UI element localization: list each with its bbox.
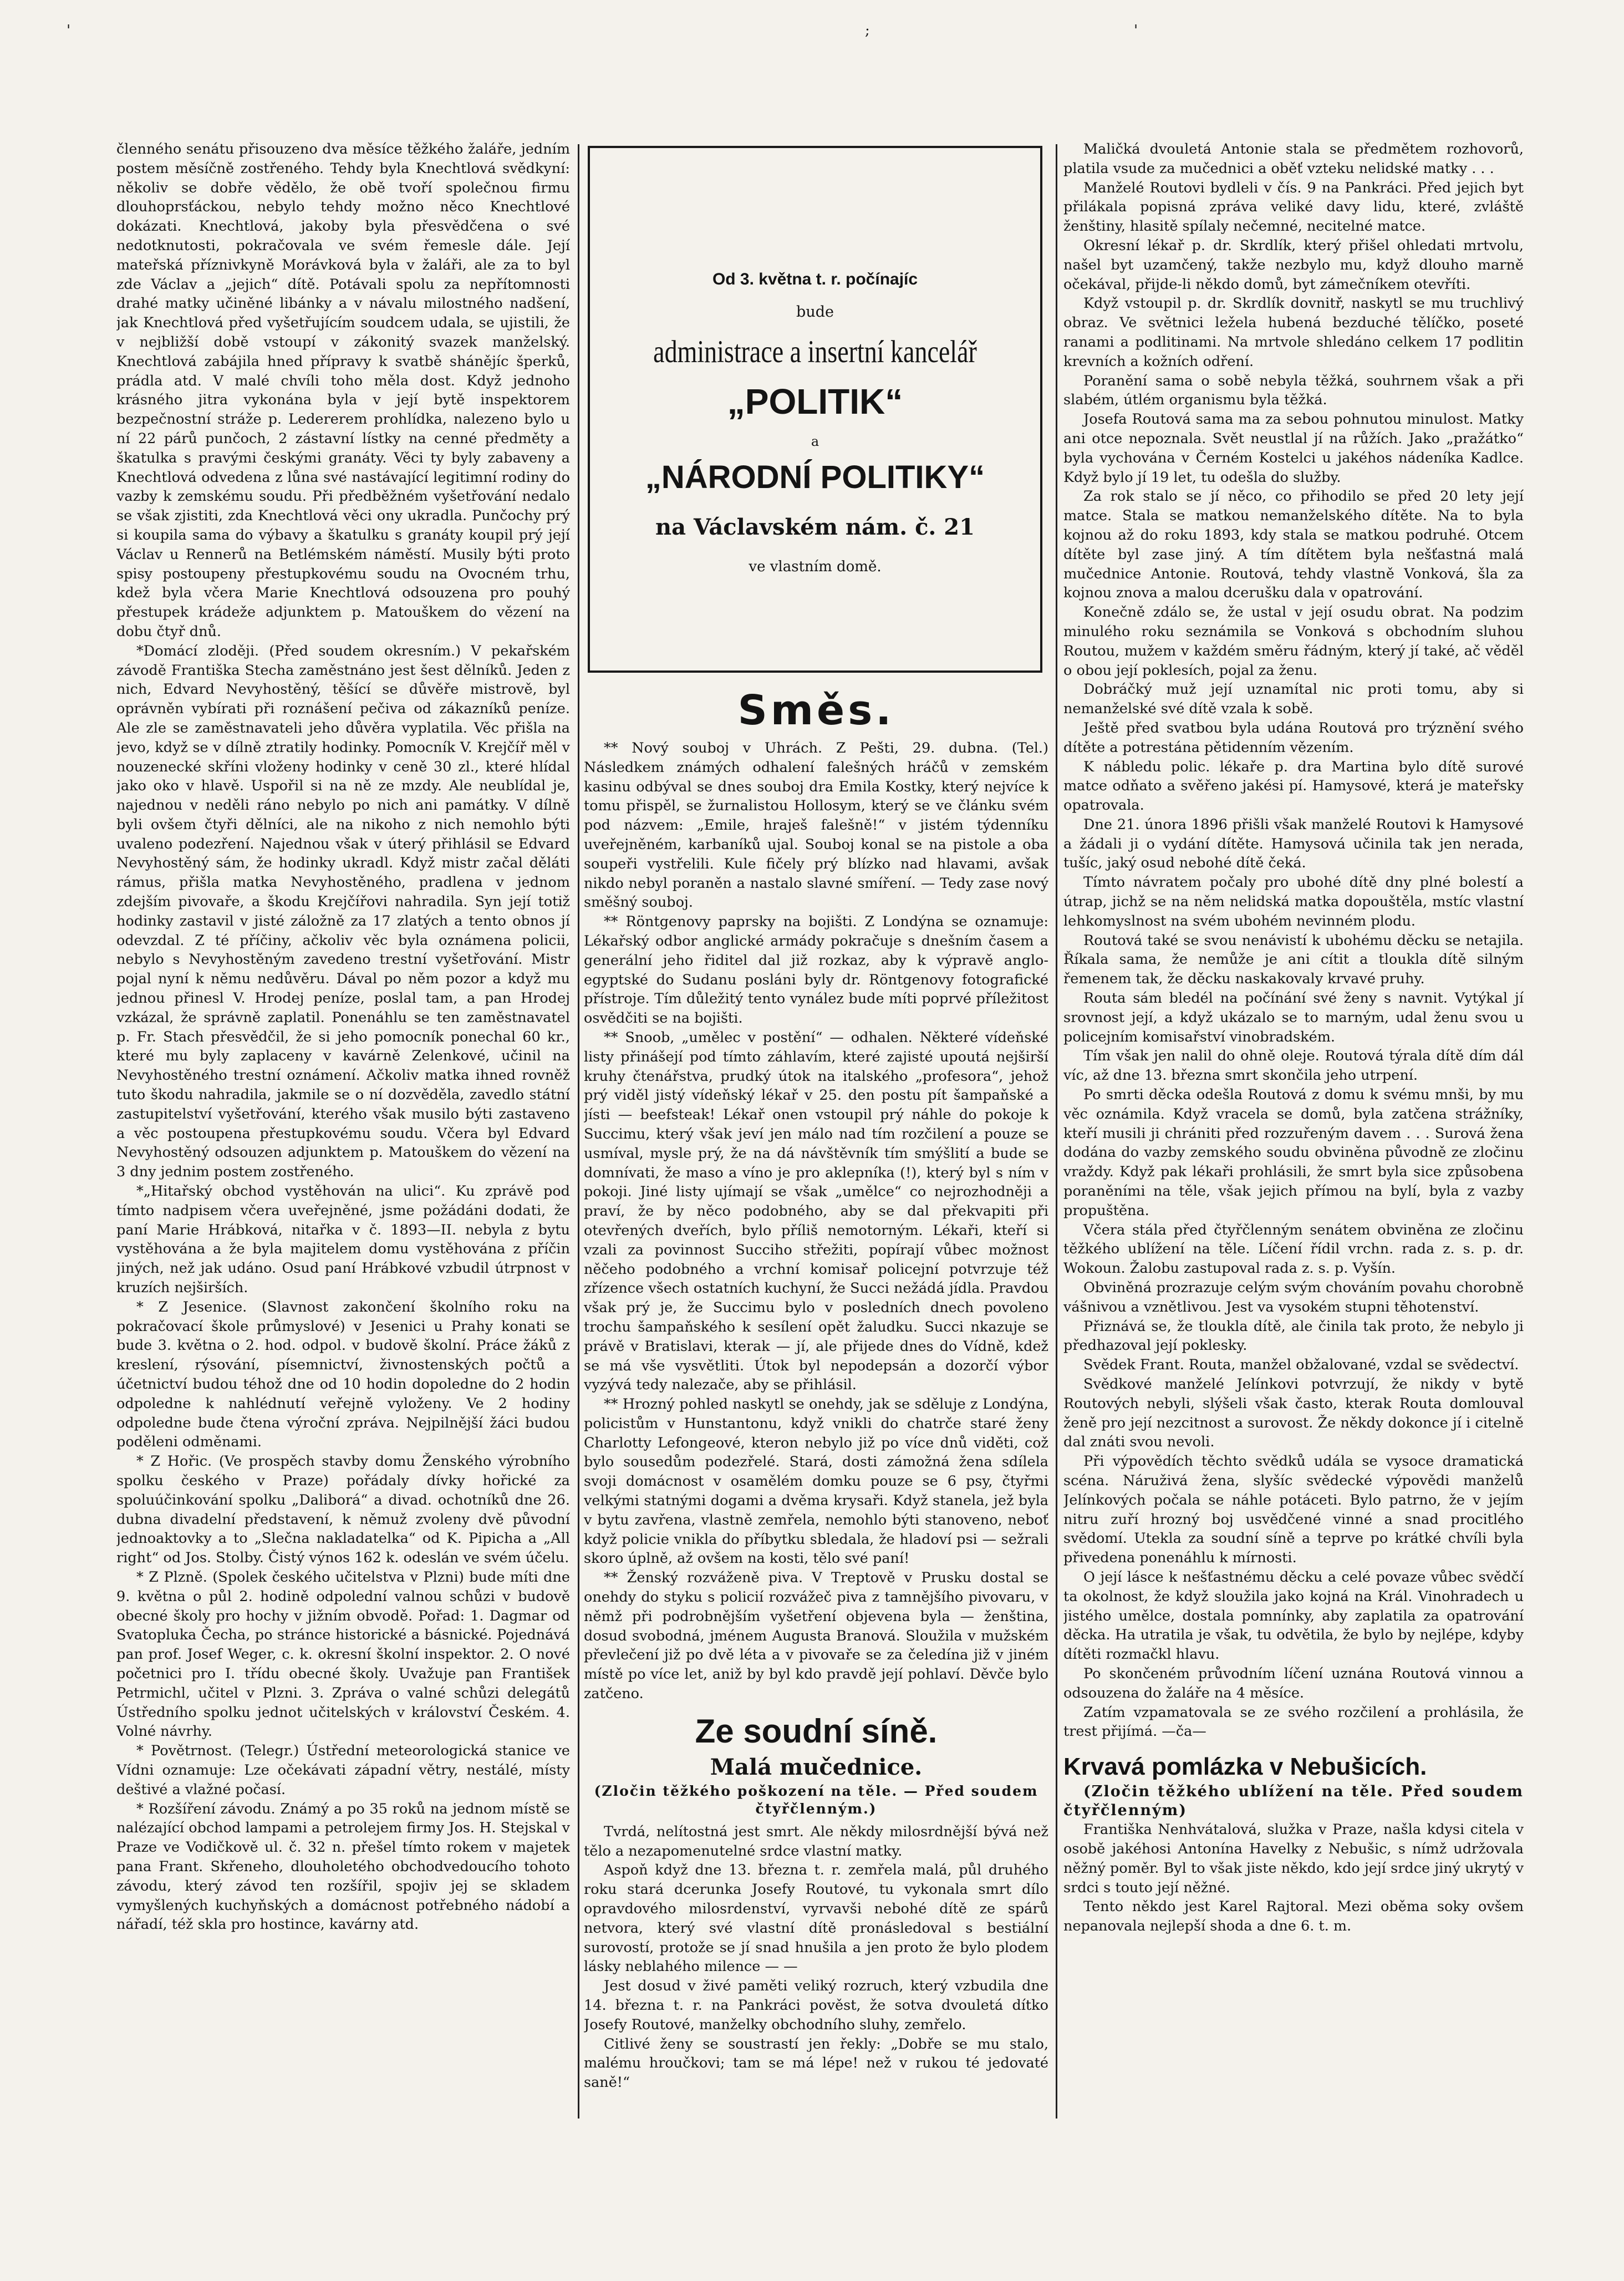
right-paragraph-26: Zatím vzpamatovala se ze svého rozčilení a prohlásila, že trest přijímá. —ča— [1063,1704,1524,1740]
right-paragraph-2: Manželé Routovi bydleli v čís. 9 na Pankráci. Před jejich byt přilákala popisná zpráva veliké davy lidu, které, zvláště ženštiny, hlasitě spílaly nečemné, necitelné matce. [1063,179,1524,235]
right-paragraph-14: Routová také se svou nenávistí k ubohému děcku se netajila. Říkala sama, že nemůže je ani cítit a tloukla dítě silným řemenem tak, že děcku naskakovaly krvavé pruhy. [1063,932,1524,988]
smes-paragraph-3: ** Snoob, „umělec v postění“ — odhalen. Některé vídeňské listy přinášejí pod tímto záhlavím, které zajisté upoutá nejširší kruhy čtenářstva, prudký útok na italského „profesora“, jehož prý viděl jistý vídeňský lékař v 25. den postu pít šampaňské a jísti — beefsteak! Lékař onen vstoupil prý náhle do pokoje k Succimu, který však jeví jen málo nad tím rozčilení a pouze se usmíval, mysle prý, že na dá návštěvník tím smýšlití a bude se domnívati, že maso a víno je pro aklepníka (!), který byl s ním v pokoji. Jiné listy ujímají se však „umělce“ co nejrozhodněji a praví, že by něco podobného, aby se dal překvapiti při otevřených dveřích, bylo příliš nemotorným. Lékaři, kteří si vzali za povinnost Succiho střežiti, popírají vůbec možnost něčeho podobného a vrchní komisař policejní potvrzuje též zřízence všech ostatních kuchyní, že Succi nežádá jídla. Pravdou však prý je, že Succimu bylo v posledních dnech povoleno trochu šampaňského k sesílení opět žaludku. Succi nkazuje se právě v Bratislavi, kterak — jí, ale přijede dnes do Vídně, kdež se má vše vysvětliti. Útok byl nepodepsán a dozorčí výbor vyzývá tedy nalezače, aby se přihlásil. [584,1029,1048,1394]
right-paragraph-3: Okresní lékař p. dr. Skrdlík, který přišel ohledati mrtvolu, našel byt uzamčený, takže nezbylo mu, když dlouho marně očekával, přijde-li někdo domů, byt zámečníkem otevříti. [1063,237,1524,293]
middle-column [584,685,1048,2138]
ad-conjunction: a [811,434,819,449]
nebusice-article-deck: (Zločin těžkého ublížení na těle. Před soudem čtyřčlenným) [1063,1783,1524,1820]
ad-bude: bude [796,303,834,321]
right-paragraph-6: Josefa Routová sama ma za sebou pohnutou minulost. Matky ani otce nepoznala. Svět neustlal jí na růžích. Jako „pražátko“ byla vychována v Černém Kostelci u jakéhos nádeníka Kadlce. Když bylo jí 19 let, tu odešla do služby. [1063,411,1524,486]
nebusice-paragraph-1: Františka Nenhvátalová, služka v Praze, našla kdysi citela v osobě jakéhosi Antonína Havelky z Nebušic, s nímž udržovala něžný poměr. Byl to však jiste někdo, kdo její srdce jiný ukrytý v srdci s touto její něžné. [1063,1821,1524,1896]
left-paragraph-5: * Z Hořic. (Ve prospěch stavby domu Ženského výrobního spolku českého v Praze) pořádaly dívky hořické za spoluúčinkování spolku „Daliborá“ a divad. ochotníků dne 26. dubna divadelní představení, k němuž zvoleny dvě původní jednoaktovky a to „Slečna nakladatelka“ od K. Pipicha a „All right“ od Jos. Stolby. Čistý výnos 162 k. odeslán ve svém účelu. [116,1453,570,1567]
right-paragraph-10: Ještě před svatbou byla udána Routová pro trýznění svého dítěte a potrestána pětidenním vězením. [1063,719,1524,756]
right-paragraph-23: Při výpovědích těchto svědků udála se vysoce dramatická scéna. Náruživá žena, slyšíc svědecké výpovědi manželů Jelínkových počala se náhle potáceti. Bylo patrno, že v jejím nitru zuří hrozný boj usvědčené vinné a snad procitlého svědomí. Utekla za soudní síně a teprve po krátké chvíli byla přivedena ponenáhlu k mírnosti. [1063,1453,1524,1567]
court-section-heading: Ze soudní síně. [695,1712,938,1750]
ad-date-line: Od 3. května t. r. počínajíc [712,270,918,288]
court-paragraph-2: Aspoň když dne 13. března t. r. zemřela malá, půl druhého roku stará dcerunka Josefy Routové, tu vykonala smrt dílo opravdového milosrdenství, vyrvavši nebohé dítě ze spárů netvora, který své vlastní dítě pronásledoval s bestiální surovostí, protože se jí snad hnušila a jen proto že bylo plodem lásky neblahého milence — — [584,1862,1048,1975]
right-paragraph-8: Konečně zdálo se, že ustal v její osudu obrat. Na podzim minulého roku seznámila se Vonková s obchodním sluhou Routou, mužem v každém směru řádným, který jí také, ač věděl o obou její poklesích, pojal za ženu. [1063,604,1524,679]
right-paragraph-5: Poranění sama o sobě nebyla těžká, souhrnem však a při slabém, útlém organismu byla těžká. [1063,372,1524,409]
court-article-title: Malá mučednice. [710,1754,923,1780]
ad-administration: administrace a insertní kancelář [653,333,977,369]
smes-paragraph-4: ** Hrozný pohled naskytl se onehdy, jak se sděluje z Londýna, policistům v Hunstantonu, když vnikli do chatrče staré ženy Charlotty Lefongeové, kteron nebylo již po více dnů viděti, což bylo sousedům podezřelé. Stará, dosti zámožná žena sdílela svoji domácnost v osamělém domku pouze se 6 psy, čtyřmi velkými statnými dogami a dvěma krysaři. Když stanela, jež byla v bytu zavřena, vlastně zemřela, nemohlo býti stanoveno, neboť když policie vnikla do příbytku sbledala, že hladoví psi — sežrali skoro úplně, až ovšem na kosti, tělo své paní! [584,1396,1048,1567]
right-paragraph-16: Tím však jen nalil do ohně oleje. Routová týrala dítě dím dál víc, až dne 13. března smrt skončila jeho utrpení. [1063,1048,1524,1084]
right-paragraph-1: Maličká dvouletá Antonie stala se předmětem rozhovorů, platila vsude za mučednici a oběť vzteku nelidské matky . . . [1063,141,1524,177]
right-column [1063,140,1524,2114]
smes-heading: Směs. [737,687,895,734]
ad-politik: „POLITIK“ [727,382,903,421]
right-paragraph-13: Tímto návratem počaly pro ubohé dítě dny plné bolestí a útrap, jichž se na něm nelidská matka dopouštěla, mstíc vlastní lehkomyslnost na svém ubohém nevinném plodu. [1063,874,1524,929]
right-paragraph-17: Po smrti děcka odešla Routová z domu k svému mnši, by mu věc oznámila. Když vracela se domů, byla zatčena strážníky, kteří musili ji chrániti před rozzuřeným davem . . . Surová žena dodána do vazby zemského soudu obviněna původně ze zločinu vraždy. Když pak lékaři prohlásili, že smrt byla sice způsobena poraněními na těle, však jejich přímou na bylí, byla z vazby propuštěna. [1063,1086,1524,1219]
right-paragraph-24: O její lásce k nešťastnému děcku a celé povaze vůbec svědčí ta okolnost, že když sloužila jako kojná na Král. Vinohradech u jistého umělce, dostala pomnínky, aby zaplatila za opatrování děcka. Ha utratila je však, tu odvětila, že bylo by nejlépe, kdyby dítěti rozmačkl hlavu. [1063,1568,1524,1663]
right-paragraph-25: Po skončeném průvodním líčení uznána Routová vinnou a odsouzena do žaláře na 4 měsíce. [1063,1665,1524,1701]
smes-paragraph-2: ** Röntgenovy paprsky na bojišti. Z Londýna se oznamuje: Lékařský odbor anglické armády pokračuje s dnešním časem a generální jeho řiditel dal již rozkaz, aby k výpravě anglo-egyptské do Sudanu posláni byly dr. Röntgenovy fotografické přístroje. Tím důležitý tento vynález bude míti poprvé příležitost osvědčiti se na bojišti. [584,913,1048,1027]
ad-narodni-politiky: „NÁRODNÍ POLITIKY“ [645,459,985,495]
left-column [116,140,570,2120]
margin-mark-left: ' [67,22,71,39]
left-paragraph-1: členného senátu přisouzeno dva měsíce těžkého žaláře, jedním postem měsíčně zostřeného. Tehdy byla Knechtlová svědkyní: několiv se dobře vědělo, že obě tvoří společnou firmu dlouhoprsťáckou, nebylo tehdy možno něco Knechtlové dokázati. Knechtlová, jakoby byla přesvědčena o své nedotknutosti, pokračovala ve svém řemesle dále. Její mateřská příznivkyně Morávková byla v žaláři, ale za to byl zde Václav a „jejich“ dítě. Potávali spolu za nepřítomnosti drahé matky učiněné libánky a v návalu milostného nadšení, jak Knechtlová před vyšetřujícím soudcem udala, se ujistili, že v nejbližší době vstoupí v zákonitý svazek manželský. Knechtlová zabájila hned přípravy k svatbě shánějíc šperků, prádla atd. V malé chvíli toho měla dost. Když jednoho krásného jitra vykonána byla v její bytě inspektorem bezpečnostní stráže p. Ledererem prohlídka, nalezeno bylo u ní 22 párů punčoch, 2 zástavní lístky na cenné předměty a škatulka s pravými českými granáty. Věci ty byly zabaveny a Knechtlová odvedena z lůna své nastávající legitimní rodiny do vazby k zemskému soudu. Při předběžném vyšetřování nedalo se však zjistiti, zda Knechtlová věci ony ukradla. Punčochy prý si koupila sama do výbavy a škatulku s granáty koupil prý její Václav u Rennerů na Betlémském náměstí. Musily býti proto spisy postoupeny přestupkovému soudu na Ovocném trhu, kdež byla včera Marie Knechtlová odsouzena pro pouhý přestupek krádeže adjunktem p. Matouškem do vězení na dobu čtyř dnů. [116,141,570,640]
ad-own-house: ve vlastním domě. [749,558,882,575]
nebusice-article-title: Krvavá pomlázka v Nebušicích. [1063,1753,1427,1781]
right-paragraph-15: Routa sám bledél na počínání své ženy s navnit. Vytýkal jí srovnost její, a když ukázalo se to marným, udal ženu svou u policejním komisařství vinobradském. [1063,990,1524,1045]
advertisement-box [588,146,1042,673]
column-rule-right [1056,144,1057,2119]
smes-paragraph-1: ** Nový souboj v Uhrách. Z Pešti, 29. dubna. (Tel.) Následkem známých odhalení falešných hráčů v zemském kasinu odbýval se dnes souboj dra Emila Kostky, který nejvíce k tomu přispěl, se žurnalistou Hollosym, který se ve článku svém pod názvem: „Emile, hraješ falešně!“ v jistém týdenníku uveřejněném, karbaníků ujal. Souboj konal se na pistole a oba soupeři vystřelili. Kule fičely prý blízko nad hlavami, avšak nikdo nebyl poraněn a nastalo slavné smíření. — Tedy zase nový směšný souboj. [584,740,1048,911]
left-paragraph-4: * Z Jesenice. (Slavnost zakončení školního roku na pokračovací škole průmyslové) v Jesenici u Prahy konati se bude 3. května o 2. hod. odpol. v budově školní. Práce žáků z kreslení, rýsování, písemnictví, živnostenských počtů a účetnictví budou téhož dne od 10 hodin dopoledne do 2 hodin odpoledne k nahlédnutí veřejně vyloženy. Ve 2 hodiny odpoledne bude čtena výroční zpráva. Nejpilnější žáci budou poděleni odměnami. [116,1298,570,1451]
column-rule-left [578,144,579,2119]
court-paragraph-1: Tvrdá, nelítostná jest smrt. Ale někdy milosrdnější bývá než tělo a nezapomenutelné srdce vlastní matky. [584,1823,1048,1860]
right-paragraph-12: Dne 21. února 1896 přišli však manželé Routovi k Hamysové a žádali ji o vydání dítěte. Hamysová učinila tak jen nerada, tušíc, jaký osud nebohé dítě čeká. [1063,816,1524,872]
right-paragraph-7: Za rok stalo se jí něco, co přihodilo se před 20 lety její matce. Stala se matkou nemanželského dítěte. Na to byla kojnou až do roku 1893, kdy stala se matkou podruhé. Otcem dítěte byl zase jiný. A tím dítětem byla nešťastná malá mučednice Antonie. Routová, tehdy vlastně Vonková, šla za kojnou znova a malou dcerušku dala v opatrování. [1063,488,1524,602]
margin-mark-center: ; [865,22,870,39]
nebusice-paragraph-2: Tento někdo jest Karel Rajtoral. Mezi oběma soky ovšem nepanovala nejlepší shoda a dne 6. t. m. [1063,1898,1524,1935]
left-paragraph-3: *„Hitařský obchod vystěhován na ulici“. Ku zprávě pod tímto nadpisem včera uveřejněné, jsme požádáni dodati, že paní Marie Hrábková, nitařka v č. 1893—II. nebyla z bytu vystěhována a že byla majitelem domu vystěhována z příčin jiných, než jak udáno. Osud paní Hrábkové vzbudil útrpnost v kruzích nejširších. [116,1183,570,1297]
court-paragraph-4: Citlivé ženy se soustrastí jen řekly: „Dobře se mu stalo, malému hroučkovi; tam se má lépe! než v rukou té jedovaté saně!“ [584,2035,1048,2091]
smes-paragraph-5: ** Ženský rozváženě piva. V Treptově v Prusku dostal se onehdy do styku s policií rozvážeč piva z tamnějšího pivovaru, v němž při podrobnějším vyšetření objevena byla — ženština, dosud svobodná, jménem Augusta Branová. Sloužila v mužském převlečení již po dvě léta a v pivovaře se za čeledína již v jiném místě po více let, aniž by byl kdo pravdě její pohlaví. Děvče bylo zatčeno. [584,1569,1048,1703]
left-paragraph-2: *Domácí zloději. (Před soudem okresním.) V pekařském závodě Františka Stecha zaměstnáno jest šest dělníků. Jeden z nich, Edvard Nevyhostěný, těšící se důvěře mistrově, byl oprávněn vybírati při roznášení pečiva od zákazníků peníze. Ale zle se zaměstnavateli jeho důvěra vyplatila. Věc přišla na jevo, když se v dílně ztratily hodinky. Pomocník V. Krejčíř měl v nouzenecké skříni vloženy hodinky v ceně 30 zl., které hlídal jako oko v hlavě. Uspořil si na ně ze mzdy. Ale neublídal je, najednou v neděli ráno nebylo po nich ani památky. V dílně byli ovšem čtyři dělníci, ale na nikoho z nich nemohlo býti uvaleno podezření. Najednou však v úterý přihlásil se Edvard Nevyhostěný sám, že hodinky ukradl. Když mistr začal děláti rámus, přišla matka Nevyhostěného, pradlena v jednom zdejším pivovaře, a škodu Krejčířovi nahradila. Syn její totiž hodinky zastavil v jisté záložně za 17 zlatých a tento obnos jí odevzdal. Z té příčiny, ačkoliv věc byla oznámena policii, nebylo s Nevyhostěným zavedeno trestní vyšetřování. Mistr pojal nyní k němu nedůvěru. Dával po něm pozor a když mu jednou přinesl V. Hrodej peníze, poslal tam, a pan Hrodej vzkázal, že správně zaplatil. Ponenáhlu se ten zaměstnavatel p. Fr. Stach přesvědčil, že si jeho pomocník ponechal 60 kr., které mu byly zaplaceny v kavárně Zelenkové, učinil na Nevyhostěného trestní oznámení. Ačkoliv matka ihned rovněž tuto škodu nahradila, jakmile se o ní dozvěděla, zavedlo státní zastupitelství vyšetřování, kterého však musilo býti zastaveno a věc postoupena přestupkovému soudu. Včera byl Edvard Nevyhostěný odsouzen adjunktem p. Matouškem do vězení na 3 dny jednim postem zostřeného. [116,642,570,1181]
left-paragraph-6: * Z Plzně. (Spolek českého učitelstva v Plzni) bude míti dne 9. května o půl 2. hodině odpolední valnou schůzi v budově obecné školy pro hochy v jižním obvodě. Pořad: 1. Dagmar od Svatopluka Čecha, po stránce historické a básnické. Pojednává pan prof. Josef Weger, c. k. okresní školní inspektor. 2. O nové početnici pro I. třídu obecné školy. Uvažuje pan František Petrmichl, učitel v Plzni. 3. Zpráva o valné schůzi delegátů Ústředního spolku jednot učitelských v království Českém. 4. Volné návrhy. [116,1568,570,1740]
court-article-deck: (Zločin těžkého poškození na těle. — Před soudem čtyřčlenným.) [594,1782,1038,1817]
right-paragraph-11: K nábledu polic. lékaře p. dra Martina bylo dítě surové matce odňato a svěřeno jakési pí. Hamysové, která je mateřsky opatrovala. [1063,758,1524,814]
right-paragraph-22: Svědkové manželé Jelínkovi potvrzují, že nikdy v bytě Routových nebyli, slýšeli však často, kterak Routa domlouval ženě pro její nezcitnost a surovost. Že někdy dokonce jí i citelně dal znáti svou nevoli. [1063,1376,1524,1451]
right-paragraph-21: Svědek Frant. Routa, manžel obžalované, vzdal se svědectví. [1083,1357,1519,1374]
left-paragraph-8: * Rozšíření závodu. Známý a po 35 roků na jednom místě se nalézající obchod lampami a petrolejem firmy Jos. H. Stejskal v Praze ve Vodičkově ul. č. 32 n. přešel tímto rokem v majetek pana Frant. Skřeneho, dlouholetého obchodvedoucího tohoto závodu, který závod ten rozšířil, spojiv jej se skladem vymyšlených kuchyňských a domácnost potřebného nádobí a nářadí, též skla pro hostince, kavárny atd. [116,1800,570,1933]
right-paragraph-20: Přiznává se, že tloukla dítě, ale činila tak proto, že nebylo ji předhazoval její poklesky. [1063,1318,1524,1354]
margin-mark-right: ' [1134,22,1138,39]
left-paragraph-7: * Povětrnost. (Telegr.) Ústřední meteorologická stanice ve Vídni oznamuje: Lze očekávati západní větry, nestálé, místy deštivé a vlažné počasí. [116,1742,570,1798]
right-paragraph-19: Obviněná prozrazuje celým svým chováním povahu chorobně vášnivou a vznětlivou. Jest va vysokém stupni těhotenství. [1063,1279,1524,1315]
right-paragraph-4: Když vstoupil p. dr. Skrdlík dovnitř, naskytl se mu truchlivý obraz. Ve světnici ležela hubená bezduché tělíčko, poseté ranami a podlitinami. Na mrtvole shledáno celkem 17 podlitin krevních a kožních odření. [1063,295,1524,370]
right-paragraph-18: Včera stála před čtyřčlenným senátem obviněna ze zločinu těžkého ublížení na těle. Líčení řídil vrchn. rada z. s. p. dr. Wokoun. Žalobu zastupoval rada z. s. p. Vyšín. [1063,1221,1524,1277]
ad-address: na Václavském nám. č. 21 [655,514,975,540]
right-paragraph-9: Dobráčký muž její uznamítal nic proti tomu, aby si nemanželské své dítě vzala k sobě. [1063,681,1524,718]
court-paragraph-3: Jest dosud v živé paměti veliký rozruch, který vzbudila dne 14. března t. r. na Pankráci pověst, že sotva dvouletá dítko Josefy Routové, manželky obchodního sluhy, zemřelo. [584,1978,1048,2033]
